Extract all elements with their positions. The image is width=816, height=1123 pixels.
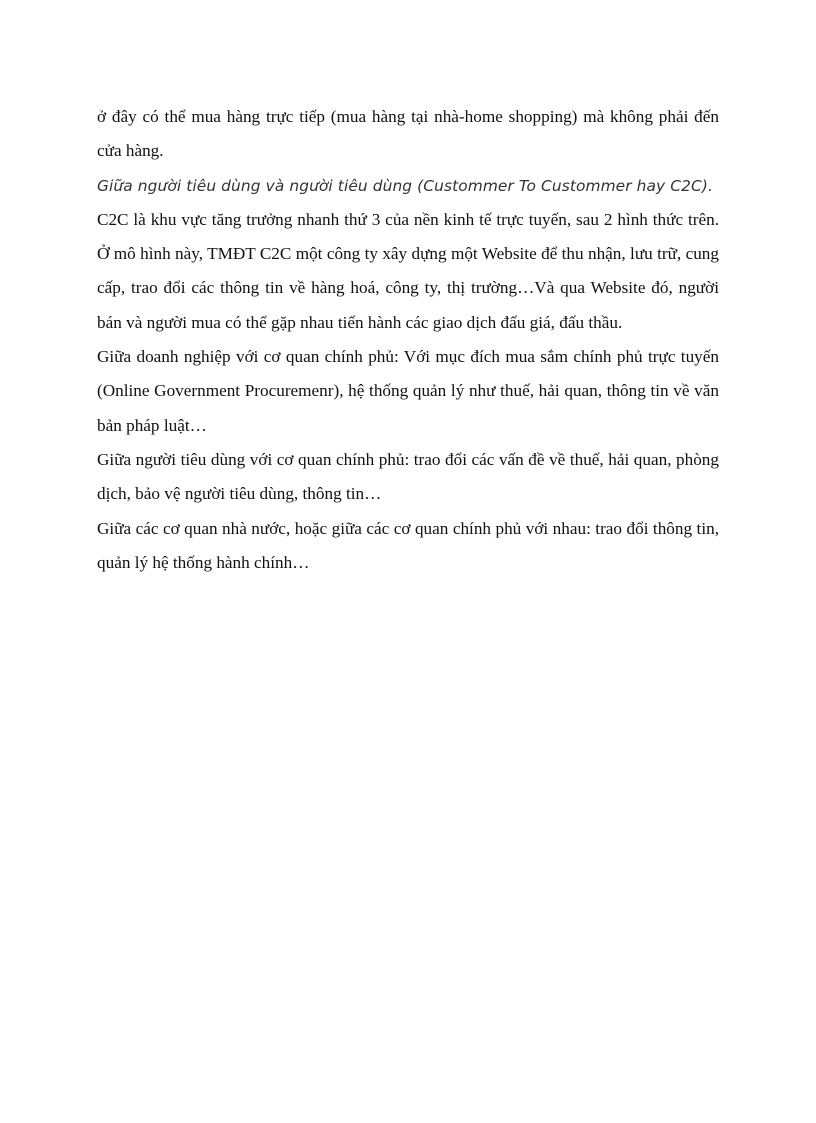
paragraph-business-government: Giữa doanh nghiệp với cơ quan chính phủ: Với mục đích mua sắm chính phủ trực tuyến (Online Government Procuremenr), hệ thống quản lý như thuế, hải quan, thông tin về văn bản pháp luật…	[97, 347, 719, 435]
document-page	[97, 100, 719, 580]
paragraph-consumer-government: Giữa người tiêu dùng với cơ quan chính phủ: trao đổi các vấn đề về thuế, hải quan, phòng dịch, bảo vệ người tiêu dùng, thông tin…	[97, 449, 719, 504]
paragraph-c2c-description: C2C là khu vực tăng trưởng nhanh thứ 3 của nền kinh tế trực tuyến, sau 2 hình thức trên. Ở mô hình này, TMĐT C2C một công ty xây dựng một Website để thu nhận, lưu trữ, cung cấp, trao đổi các thông tin về hàng hoá, công ty, thị trường…Và qua Website đó, người bán và người mua có thể gặp nhau tiến hành các giao dịch đấu giá, đấu thầu.	[97, 209, 719, 332]
paragraph-home-shopping: ở đây có thể mua hàng trực tiếp (mua hàng tại nhà-home shopping) mà không phải đến cửa hàng.	[97, 107, 719, 161]
heading-c2c: Giữa người tiêu dùng và người tiêu dùng (Custommer To Custommer hay C2C).	[97, 176, 713, 195]
paragraph-government-government: Giữa các cơ quan nhà nước, hoặc giữa các cơ quan chính phủ với nhau: trao đổi thông tin, quản lý hệ thống hành chính…	[97, 518, 719, 572]
